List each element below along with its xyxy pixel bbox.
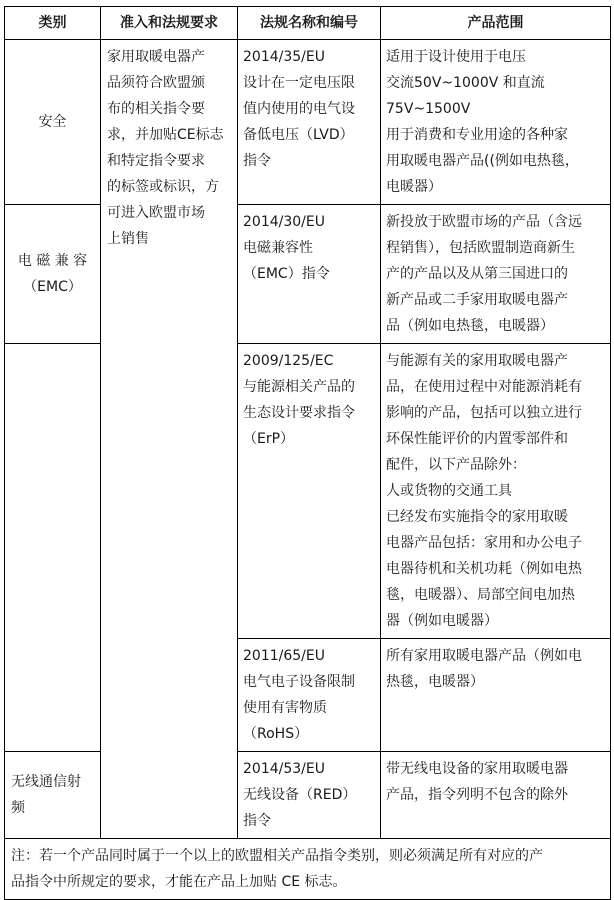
table-row [5,40,611,205]
note-row [5,839,611,900]
text-line: 带无线电设备的家用取暖电器 [386,761,568,777]
text-line: 指令 [243,153,271,169]
text-line: 2009/125/EC [243,353,334,369]
text-line: 品，在使用过程中对能源消耗有 [386,379,582,395]
table-row [5,205,611,344]
text-line: 备低电压（LVD） [243,127,354,143]
table-row [5,344,611,639]
text-line: 用取暖电器产品((例如电热毯， [386,153,579,169]
text-line: 品（例如电热毯，电暖器） [386,318,554,334]
category-cell [5,40,101,205]
text-line: 所有家用取暖电器产品（例如电 [386,648,582,664]
category-cell [5,344,101,752]
text-line: 75V~1500V [386,101,471,117]
text-line: 无线设备（RED） [243,787,357,803]
eu-regulation-table [4,6,611,900]
text-line: 电器待机和关机功耗（例如电热 [386,561,582,577]
text-line: 频 [11,800,25,816]
scope-cell [381,752,611,839]
scope-cell [381,205,611,344]
text-line: 值内使用的电气设 [243,101,355,117]
text-line: 器（例如电暖器） [386,613,498,629]
text-line: 程销售），包括欧盟制造商新生 [386,240,575,256]
text-line: 新产品或二手家用取暖电器产 [386,292,568,308]
text-line: 用于消费和专业用途的各种家 [386,127,568,143]
category-cell [5,205,101,344]
text-line: 使用有害物质 [243,700,327,716]
text-line: 生态设计要求指令 [243,405,355,421]
scope-cell [381,639,611,752]
text-line: 环保性能评价的内置零部件和 [386,431,568,447]
text-line: 与能源相关产品的 [243,379,355,395]
text-line: 2014/35/EU [243,49,325,65]
text-line: 已经发布实施指令的家用取暖 [386,509,568,525]
text-line: 毯，电暖器）、局部空间电加热 [386,587,575,603]
text-line: 与能源有关的家用取暖电器产 [386,353,568,369]
text-line: 2014/30/EU [243,214,325,230]
text-line: 交流50V~1000V 和直流 [386,75,545,91]
regulation-cell [238,205,381,344]
text-line: 配件，以下产品除外： [386,457,526,473]
text-line: 求，并加贴CE标志 [107,127,224,143]
requirement-cell [101,40,238,839]
table-row [5,752,611,839]
regulation-cell [238,40,381,205]
scope-cell [381,40,611,205]
text-line: 热毯，电暖器） [386,674,484,690]
regulation-cell [238,639,381,752]
text-line: 电 磁 兼 容 [17,253,88,269]
header-scope: 产品范围 [381,7,611,40]
text-line: 的标签或标识，方 [107,179,219,195]
text-line: 电磁兼容性 [243,240,313,256]
text-line: 指令 [243,813,271,829]
text-line: 和特定指令要求 [107,153,205,169]
regulation-cell [238,344,381,639]
regulation-cell [238,752,381,839]
text-line: 设计在一定电压限 [243,75,355,91]
text-line: 产品，指令列明不包含的除外 [386,787,568,803]
text-line: 电器产品包括：家用和办公电子 [386,535,582,551]
text-line: 品指令中所规定的要求，才能在产品上加贴 CE 标志。 [11,874,347,890]
text-line: 新投放于欧盟市场的产品（含远 [386,214,582,230]
text-line: 产的产品以及从第三国进口的 [386,266,568,282]
header-requirement: 准入和法规要求 [101,7,238,40]
text-line: 人或货物的交通工具 [386,483,512,499]
text-line: （RoHS） [243,726,309,742]
text-line: 2014/53/EU [243,761,325,777]
text-line: （EMC）指令 [243,266,330,282]
text-line: （ErP） [243,431,295,447]
text-line: 无线通信射 [11,774,81,790]
text-line: 2011/65/EU [243,648,325,664]
text-line: 注：若一个产品同时属于一个以上的欧盟相关产品指令类别，则必须满足所有对应的产 [11,848,543,864]
text-line: 电暖器） [386,179,442,195]
text-line: 适用于设计使用于电压 [386,49,526,65]
text-line: 影响的产品，包括可以独立进行 [386,405,582,421]
scope-cell [381,344,611,639]
text-line: 家用取暖电器产 [107,49,205,65]
text-line: 电气电子设备限制 [243,674,355,690]
category-cell [5,752,101,839]
text-line: 上销售 [107,231,149,247]
footnote [5,839,611,900]
text-line: （EMC） [23,279,82,295]
header-regulation: 法规名称和编号 [238,7,381,40]
table-header-row [5,7,611,40]
text-line: 安全 [38,114,67,130]
text-line: 品须符合欧盟颁 [107,75,205,91]
regulation-table-page [4,6,610,900]
header-category: 类别 [5,7,101,40]
text-line: 可进入欧盟市场 [107,205,205,221]
text-line: 布的相关指令要 [107,101,205,117]
